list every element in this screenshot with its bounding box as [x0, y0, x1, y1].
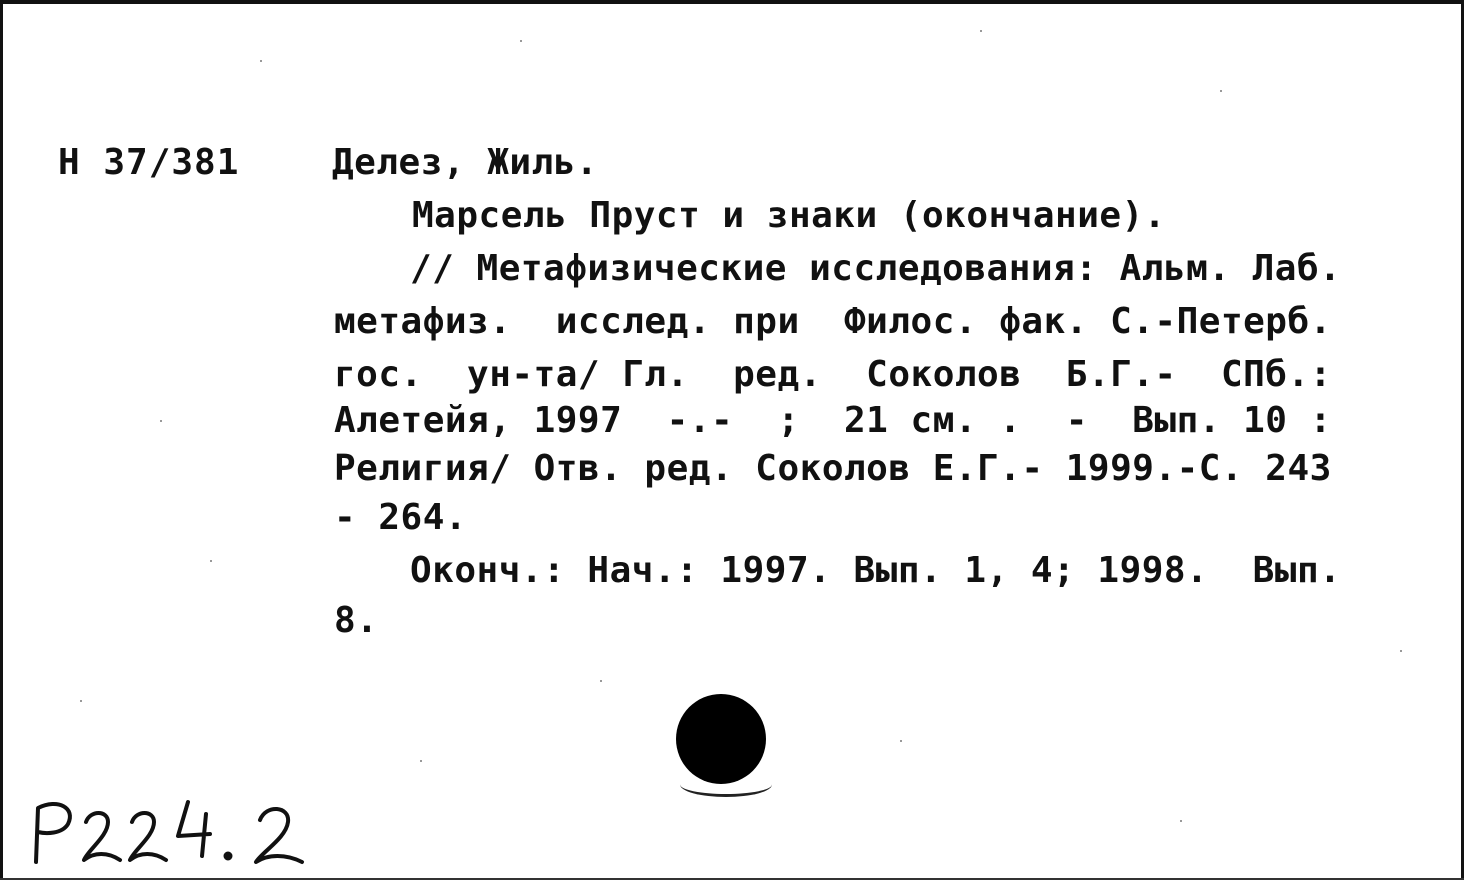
punch-hole-rim [680, 772, 772, 797]
source-line-1: // Метафизические исследования: Альм. Лаб. [410, 248, 1342, 289]
call-number: Н 37/381 [58, 142, 240, 183]
source-line-3: гос. ун-та/ Гл. ред. Соколов Б.Г.- СПб.: [334, 354, 1332, 395]
card-top-edge [0, 0, 1464, 4]
source-line-4: Алетейя, 1997 -.- ; 21 см. . - Вып. 10 : [334, 400, 1332, 441]
author-line: Делез, Жиль. [332, 142, 599, 183]
source-line-6: - 264. [334, 497, 468, 538]
punch-hole [676, 694, 766, 784]
card-left-edge [0, 0, 3, 880]
handwritten-shelf-mark [28, 790, 328, 870]
note-line-1: Оконч.: Нач.: 1997. Вып. 1, 4; 1998. Вып. [410, 550, 1342, 591]
source-line-5: Религия/ Отв. ред. Соколов Е.Г.- 1999.-С. 243 [334, 448, 1332, 489]
source-line-2: метафиз. исслед. при Филос. фак. С.-Петерб. [334, 301, 1332, 342]
note-line-2: 8. [334, 600, 379, 641]
title-line: Марсель Пруст и знаки (окончание). [412, 195, 1166, 236]
